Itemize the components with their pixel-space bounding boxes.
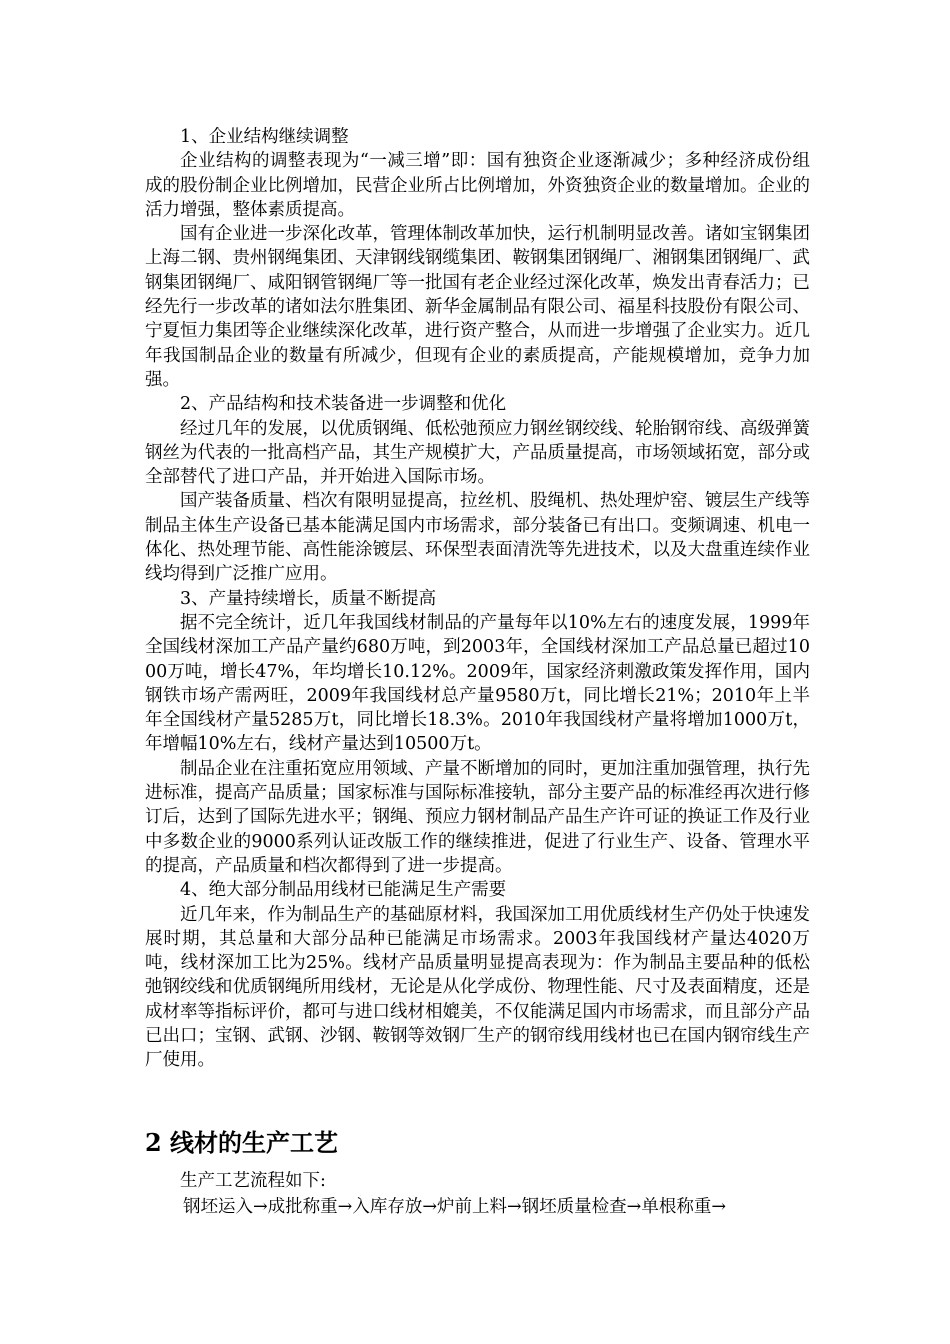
paragraph-wire-rod-quality: 近几年来，作为制品生产的基础原材料，我国深加工用优质线材生产仍处于快速发展时期，其总量和大部分品种已能满足市场需求。2003年我国线材产量达4020万吨，线材深加工比为25%。线材产品质量明显提高表现为：作为制品主要品种的低松弛钢绞线和优质钢绳所用线材，无论是从化学成份、物理性能、尺寸及表面精度，还是成材率等指标评价，都可与进口线材相媲美，不仅能满足国内市场需求，而且部分产品已出口；宝钢、武钢、沙钢、鞍钢等效钢厂生产的钢帘线用线材也已在国内钢帘线生产厂使用。 (145, 904, 810, 1071)
paragraph-output-statistics: 据不完全统计，近几年我国线材制品的产量每年以10%左右的速度发展，1999年全国线材深加工产品产量约680万吨，到2003年，全国线材深加工产品总量已超过1000万吨，增长47%，年均增长10.12%。2009年，国家经济刺激政策发挥作用，国内钢铁市场产需两旺，2009年我国线材总产量9580万t，同比增长21%；2010年上半年全国线材产量5285万t，同比增长18.3%。2010年我国线材产量将增加1000万t，年增幅10%左右，线材产量达到10500万t。 (145, 612, 810, 755)
document-body (145, 125, 810, 1073)
subheading-product-structure: 2、产品结构和技术装备进一步调整和优化 (180, 394, 507, 415)
process-intro: 生产工艺流程如下: (180, 1171, 326, 1191)
section-body (145, 1168, 810, 1220)
subheading-output-growth: 3、产量持续增长，质量不断提高 (180, 588, 437, 609)
process-flow-line: 钢坯运入→成批称重→入库存放→炉前上料→钢坯质量检查→单根称重→ (183, 1197, 726, 1217)
subheading-enterprise-structure: 1、企业结构继续调整 (180, 127, 349, 147)
paragraph-enterprise-adjustment: 企业结构的调整表现为“一减三增”即：国有独资企业逐渐减少；多种经济成份组成的股份制企业比例增加，民营企业所占比例增加，外资独资企业的数量增加。企业的活力增强，整体素质提高。 (145, 151, 810, 220)
subheading-wire-rod-supply: 4、绝大部分制品用线材已能满足生产需要 (180, 880, 507, 901)
paragraph-quality-management: 制品企业在注重拓宽应用领域、产量不断增加的同时，更加注重加强管理，执行先进标准，提高产品质量；国家标准与国际标准接轨，部分主要产品的标准经再次进行修订后，达到了国际先进水平；钢绳、预应力钢材制品产品生产许可证的换证工作及行业中多数企业的9000系列认证改版工作的继续推进，促进了行业生产、设备、管理水平的提高，产品质量和档次都得到了进一步提高。 (145, 758, 810, 876)
paragraph-state-enterprise-reform: 国有企业进一步深化改革，管理体制改革加快，运行机制明显改善。诸如宝钢集团上海二钢、贵州钢绳集团、天津钢线钢缆集团、鞍钢集团钢绳厂、湘钢集团钢绳厂、武钢集团钢绳厂、咸阳钢管钢绳厂等一批国有老企业经过深化改革，焕发出青春活力；已经先行一步改革的诸如法尔胜集团、新华金属制品有限公司、福星科技股份有限公司、宁夏恒力集团等企业继续深化改革，进行资产整合，从而进一步增强了企业实力。近几年我国制品企业的数量有所减少，但现有企业的素质提高，产能规模增加，竞争力加强。 (145, 224, 810, 390)
paragraph-domestic-equipment: 国产装备质量、档次有限明显提高，拉丝机、股绳机、热处理炉窑、镀层生产线等制品主体生产设备已基本能满足国内市场需求，部分装备已有出口。变频调速、机电一体化、热处理节能、高性能涂镀层、环保型表面清洗等先进技术，以及大盘重连续作业线均得到广泛推广应用。 (145, 491, 810, 585)
paragraph-high-grade-products: 经过几年的发展，以优质钢绳、低松弛预应力钢丝钢绞线、轮胎钢帘线、高级弹簧钢丝为代表的一批高档产品，其生产规模扩大，产品质量提高，市场领域拓宽，部分或全部替代了进口产品，并开始进入国际市场。 (145, 418, 810, 488)
section-heading: 2 线材的生产工艺 (145, 1128, 339, 1157)
